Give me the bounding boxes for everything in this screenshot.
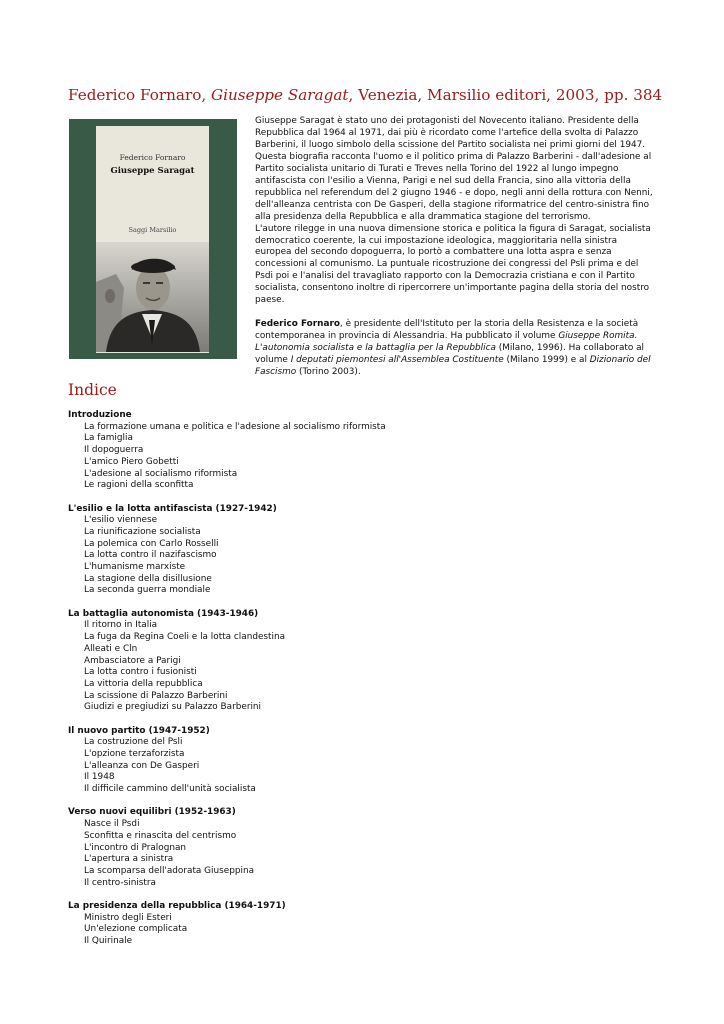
toc-item: Ambasciatore a Parigi (84, 655, 181, 666)
toc-item: La riunificazione socialista (84, 526, 201, 537)
toc-section-title: Introduzione (68, 410, 132, 420)
toc-item: La stagione della disillusione (84, 573, 212, 584)
title-author: Federico Fornaro, (68, 86, 207, 104)
toc-item: La seconda guerra mondiale (84, 585, 211, 596)
toc-item: Un'elezione complicata (84, 924, 188, 935)
description-paragraph: Giuseppe Saragat è stato uno dei protagonisti del Novecento italiano. Presidente della Repubblica dal 1964 al 1971, dai più è ricordato come l'artefice della svolta di Palazzo Barberini, il luogo simbolo della scissione del Partito socialista nei primi giorni del 1947. Questa biografia racconta l'uomo e il politico prima di Palazzo Barberini - dall'adesione al Partito socialista unitario di Turati e Treves nella Torino del 1922 al lungo impegno antifascista con l'esilio a Vienna, Parigi e nel sud della Francia, sino alla vittoria della repubblica nel referendum del 2 giugno 1946 - e dopo, negli anni della rottura con Nenni, dell'alleanza centrista con De Gasperi, della stagione riformatrice del centro-sinistra fino alla presidenza della Repubblica e alla drammatica stagione del terrorismo. (255, 116, 653, 222)
cover-panel (96, 126, 209, 353)
toc-section-title: Il nuovo partito (1947-1952) (68, 725, 210, 736)
toc-item: La polemica con Carlo Rosselli (84, 538, 219, 549)
cover-author: Federico Fornaro (119, 153, 186, 162)
toc-item: Alleati e Cln (84, 643, 138, 654)
toc-item: Ministro degli Esteri (84, 912, 172, 923)
toc-item: L'apertura a sinistra (84, 854, 174, 865)
toc-item: La famiglia (84, 433, 133, 444)
toc-section-title: La presidenza della repubblica (1964-1971) (68, 900, 286, 911)
toc-item: Il ritorno in Italia (84, 620, 158, 631)
description-paragraph: L'autore rilegge in una nuova dimensione storica e politica la figura di Saragat, socialista democratico coerente, la cui impostazione ideologica, maggioritaria nella sinistra europea del secondo dopoguerra, lo portò a combattere una lotta aspra e senza concessioni al comunismo. La puntuale ricostruzione dei congressi del Psli prima e del Psdi poi e l'analisi del travagliato rapporto con la Democrazia cristiana e con il Partito socialista, consentono inoltre di ripercorrere un'importante pagina della storia del nostro paese. (255, 223, 651, 306)
book-cover (69, 119, 237, 359)
book-description (255, 116, 655, 379)
cover-portrait-photo (96, 242, 209, 352)
bio-book-title: Dizionario del Fascismo (255, 355, 651, 378)
toc-item: Le ragioni della sconfitta (84, 480, 194, 491)
bio-book-title: Giuseppe Romita. L'autonomia socialista e la battaglia per la Repubblica (255, 331, 638, 354)
page-title (68, 86, 662, 104)
toc-section-title: L'esilio e la lotta antifascista (1927-1942) (68, 503, 277, 514)
toc-item: L'esilio viennese (84, 515, 158, 526)
toc-item: L'humanisme marxiste (84, 562, 186, 573)
toc-item: L'amico Piero Gobetti (84, 456, 179, 467)
bio-book-title: I deputati piemontesi all'Assemblea Costituente (290, 355, 504, 366)
toc-item: Il difficile cammino dell'unità socialista (84, 784, 256, 795)
author-bio: Federico Fornaro, è presidente dell'Istituto per la storia della Resistenza e la società contemporanea in provincia di Alessandria. Ha pubblicato il volume Giuseppe Romita. L'autonomia socialista e la battaglia per la Repubblica (Milano, 1996). Ha collaborato al volume I deputati piemontesi all'Assemblea Costituente (Milano 1999) e al Dizionario del Fascismo (Torino 2003). (255, 319, 651, 378)
toc-item: L'incontro di Pralognan (84, 842, 187, 853)
cover-title: Giuseppe Saragat (110, 166, 195, 176)
toc-section (68, 609, 668, 714)
toc-item: La vittoria della repubblica (84, 678, 203, 689)
toc-section (68, 726, 668, 796)
toc-item: Sconfitta e rinascita del centrismo (84, 830, 237, 841)
toc-item: Il 1948 (84, 772, 115, 783)
table-of-contents (68, 410, 668, 959)
toc-item: L'opzione terzaforzista (84, 749, 185, 760)
toc-item: Nasce il Psdi (84, 819, 140, 830)
toc-item: Il centro-sinistra (84, 877, 156, 888)
toc-section-title: Verso nuovi equilibri (1952-1963) (68, 807, 236, 818)
toc-item: La lotta contro il nazifascismo (84, 550, 217, 561)
toc-section (68, 807, 668, 889)
title-book: Giuseppe Saragat (211, 86, 349, 104)
toc-item: La costruzione del Psli (84, 737, 183, 748)
toc-section-title: La battaglia autonomista (1943-1946) (68, 608, 259, 619)
title-publication: , Venezia, Marsilio editori, 2003, pp. 384 (348, 86, 663, 104)
cover-series: Saggi Marsilio (128, 226, 177, 234)
bio-author-name: Federico Fornaro (255, 319, 340, 330)
toc-item: La fuga da Regina Coeli e la lotta clandestina (84, 632, 286, 643)
toc-item: Il dopoguerra (84, 445, 144, 456)
toc-heading: Indice (68, 381, 117, 399)
toc-item: Giudizi e pregiudizi su Palazzo Barberini (84, 702, 262, 713)
toc-item: L'adesione al socialismo riformista (84, 468, 238, 479)
toc-item: La scissione di Palazzo Barberini (84, 690, 228, 701)
toc-item: Il Quirinale (84, 936, 133, 947)
toc-item: L'alleanza con De Gasperi (84, 760, 200, 771)
toc-section (68, 504, 668, 598)
toc-item: La scomparsa dell'adorata Giuseppina (84, 865, 255, 876)
toc-item: La lotta contro i fusionisti (84, 667, 197, 678)
toc-section (68, 410, 668, 492)
toc-section (68, 901, 668, 948)
toc-item: La formazione umana e politica e l'adesione al socialismo riformista (84, 421, 386, 432)
